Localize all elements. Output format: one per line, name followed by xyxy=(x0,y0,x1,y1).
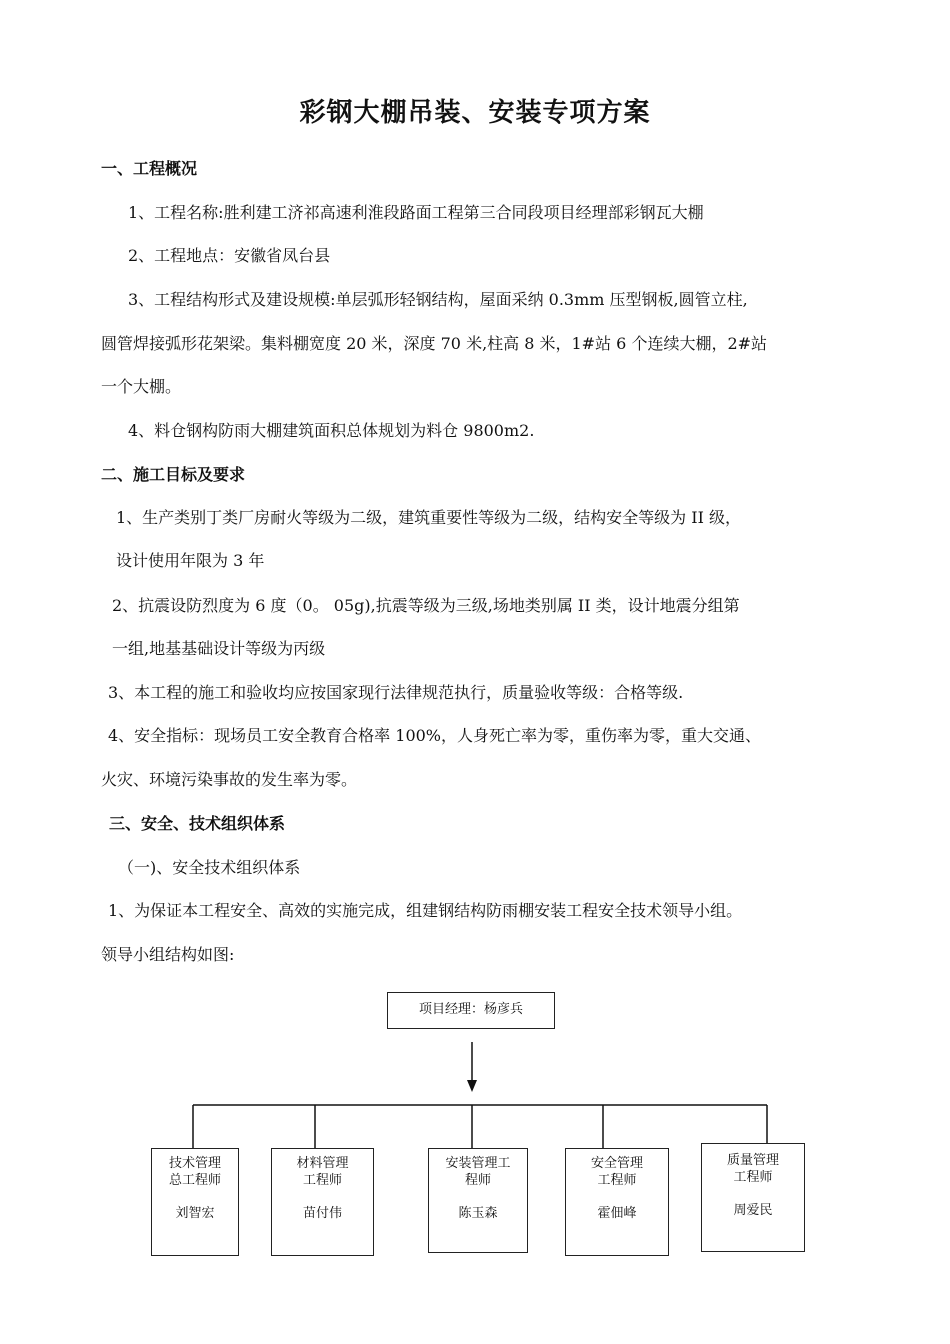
section3-heading: 三、安全、技术组织体系 xyxy=(109,814,286,833)
document-title: 彩钢大棚吊装、安装专项方案 xyxy=(299,98,651,128)
section3-sub1: （一)、安全技术组织体系 xyxy=(118,858,301,877)
section1-item2: 2、工程地点：安徽省凤台县 xyxy=(128,246,331,265)
org-top-box xyxy=(387,992,555,1029)
section3-item1-line1: 1、为保证本工程安全、高效的实施完成，组建钢结构防雨棚安装工程安全技术领导小组。 xyxy=(108,901,743,920)
project-manager-label: 项目经理：杨彦兵 xyxy=(418,1002,523,1017)
section2-item2-line2: 一组,地基基础设计等级为丙级 xyxy=(112,639,326,658)
org-member-box-4 xyxy=(565,1148,669,1256)
member-name: 霍佃峰 xyxy=(597,1206,637,1221)
section1-item3-line1: 3、工程结构形式及建设规模:单层弧形轻钢结构，屋面采纳 0.3mm 压型钢板,圆管立柱, xyxy=(128,290,748,309)
section2-item2-line1: 2、抗震设防烈度为 6 度（0。 05g),抗震等级为三级,场地类别属 II 类，设计地震分组第 xyxy=(112,596,740,615)
section2-item4-line1: 4、安全指标：现场员工安全教育合格率 100%，人身死亡率为零，重伤率为零，重大交通、 xyxy=(108,726,762,745)
member-name: 周爱民 xyxy=(733,1203,773,1218)
member-role-line2: 程师 xyxy=(464,1173,491,1188)
member-role-line2: 工程师 xyxy=(597,1173,637,1188)
section3-item1-line2: 领导小组结构如图: xyxy=(101,945,235,964)
section2-item1-line1: 1、生产类别丁类厂房耐火等级为二级，建筑重要性等级为二级，结构安全等级为 II 级， xyxy=(116,508,741,527)
section2-item3: 3、本工程的施工和验收均应按国家现行法律规范执行，质量验收等级：合格等级. xyxy=(108,683,684,702)
section2-item1-line2: 设计使用年限为 3 年 xyxy=(116,551,265,570)
org-member-box-2 xyxy=(271,1148,374,1256)
section1-item1: 1、工程名称:胜利建工济祁高速利淮段路面工程第三合同段项目经理部彩钢瓦大棚 xyxy=(128,203,704,222)
section2-heading: 二、施工目标及要求 xyxy=(101,465,246,484)
member-role-line1: 技术管理 xyxy=(168,1156,221,1171)
member-role-line1: 质量管理 xyxy=(726,1153,779,1168)
section1-item4: 4、料仓钢构防雨大棚建筑面积总体规划为料仓 9800m2. xyxy=(128,421,535,440)
member-role-line1: 材料管理 xyxy=(296,1156,349,1171)
member-role-line2: 总工程师 xyxy=(168,1173,221,1188)
member-role-line2: 工程师 xyxy=(302,1173,342,1188)
member-role-line1: 安装管理工 xyxy=(445,1156,511,1171)
section1-item3-line2: 圆管焊接弧形花架梁。集料棚宽度 20 米，深度 70 米,柱高 8 米，1#站 6 个连续大棚，2#站 xyxy=(101,334,768,353)
member-name: 陈玉森 xyxy=(458,1206,498,1221)
org-member-box-3 xyxy=(428,1148,528,1253)
section2-item4-line2: 火灾、环境污染事故的发生率为零。 xyxy=(101,770,358,789)
section1-item3-line3: 一个大棚。 xyxy=(101,377,182,396)
org-member-box-1 xyxy=(151,1148,239,1256)
arrow-down-icon xyxy=(467,1080,477,1092)
member-name: 苗付伟 xyxy=(302,1206,342,1221)
member-role-line2: 工程师 xyxy=(733,1170,773,1185)
org-member-box-5 xyxy=(701,1143,805,1252)
section1-heading: 一、工程概况 xyxy=(101,159,198,178)
member-name: 刘智宏 xyxy=(175,1206,215,1221)
member-role-line1: 安全管理 xyxy=(590,1156,643,1171)
